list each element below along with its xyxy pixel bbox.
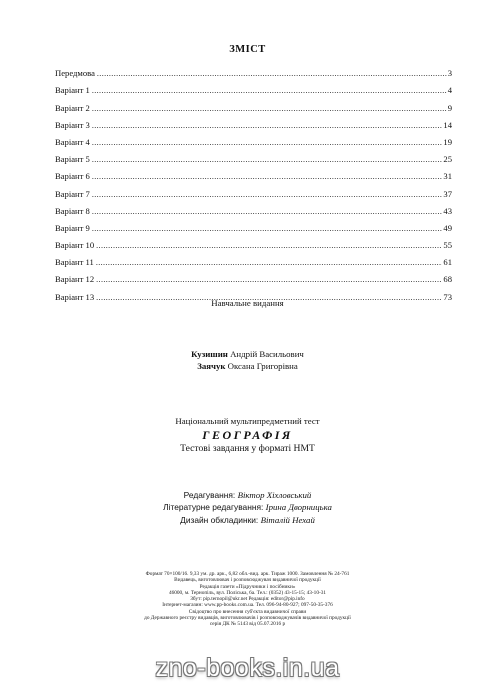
toc-entry [55,147,452,164]
toc-entry-page: 9 [447,102,452,113]
toc-leader-dots [92,138,443,147]
toc-entry-label: Варіант 11 [55,257,94,268]
imprint-line: до Державного реєстру видавців, виготовлювачів і розповсюджувачів видавничої продукції [144,615,351,622]
toc-leader-dots [92,172,443,181]
toc-leader-dots [92,121,443,130]
toc-entry [55,216,452,233]
imprint-line: серія ДК № 5143 від 05.07.2016 р [209,621,286,628]
toc-entry-page: 37 [443,188,452,199]
toc-entry [55,267,452,284]
toc-entry [55,78,452,95]
imprint-line: Інтернет-магазин: www.pp-books.com.ua. Тел. 096-94-80-927; 097-50-35-376 [162,602,333,609]
credits [0,489,495,526]
toc-leader-dots [96,241,442,250]
edition-type: Навчальне видання [211,298,284,308]
toc-entry [55,250,452,267]
toc-entry-label: Варіант 13 [55,291,95,302]
toc-entry-page: 4 [447,85,452,96]
toc-leader-dots [92,155,443,164]
imprint-line: Редакція газети «Підручники і посібники» [199,583,296,590]
toc-entry-page: 73 [443,291,452,302]
watermark: zno-books.in.ua [155,654,340,682]
credit-line [0,514,495,526]
toc-entry [55,130,452,147]
author-line [0,361,495,373]
toc-leader-dots [96,275,442,284]
toc-leader-dots [92,207,443,216]
toc-entry-page: 14 [443,119,452,130]
credit-role: Редагування: [183,490,236,500]
author-surname: Заячук [197,360,226,371]
test-subtitle: Тестові завдання у форматі НМТ [180,443,315,454]
toc-entry [55,95,452,112]
credit-line [0,501,495,513]
toc-entry-label: Варіант 5 [55,154,90,165]
toc-entry-label: Варіант 6 [55,171,90,182]
author-line [0,349,495,361]
toc-entry [55,113,452,130]
toc-entry-label: Варіант 3 [55,119,90,130]
toc-entry-label: Варіант 2 [55,102,90,113]
toc-entry-page: 3 [447,68,452,79]
toc-entry-label: Варіант 8 [55,205,90,216]
toc-entry-page: 55 [443,240,452,251]
toc-entry-page: 61 [443,257,452,268]
test-block [0,415,495,455]
toc-leader-dots [92,86,447,95]
imprint [0,571,495,628]
toc-entry [55,61,452,78]
toc-entry [55,164,452,181]
credit-name: Віталій Нехай [260,514,315,525]
toc-entry-label: Варіант 9 [55,222,90,233]
toc-entry-label: Передмова [55,68,95,79]
toc-entry [55,181,452,198]
credit-name: Ірина Дворницька [265,502,332,513]
toc-entry-page: 43 [443,205,452,216]
toc-entry [55,233,452,250]
toc-entry [55,199,452,216]
toc-entry-label: Варіант 1 [55,85,90,96]
author-given-names: Андрій Васильович [230,349,304,359]
credit-role: Літературне редагування: [163,502,264,513]
toc-leader-dots [92,104,447,113]
imprint-line: Свідоцтво про внесення суб'єкта видавничої справи [188,608,307,615]
subject-title: ГЕОГРАФІЯ [202,428,293,442]
table-of-contents [55,61,452,302]
credit-name: Віктор Хіхловський [237,490,312,500]
toc-leader-dots [97,69,447,78]
toc-entry-page: 25 [443,154,452,165]
toc-entry-label: Варіант 12 [55,274,95,285]
toc-leader-dots [96,258,443,267]
toc-entry-page: 68 [443,274,452,285]
imprint-line: Видавець, виготовлювач і розповсюджувач видавничої продукції [174,577,321,584]
credit-role: Дизайн обкладинки: [180,514,259,525]
toc-entry-label: Варіант 4 [55,136,90,147]
author-given-names: Оксана Григорівна [227,360,298,371]
toc-title: ЗМІСТ [229,44,266,55]
imprint-line: Збут: pip.ternopil@ukr.net Редакція: editor@pip.info [190,596,305,603]
test-name: Національний мультипредметний тест [175,416,320,426]
authors [0,349,495,372]
toc-entry-page: 49 [443,222,452,233]
author-surname: Кузишин [191,349,228,359]
toc-entry-label: Варіант 10 [55,240,95,251]
imprint-line: Формат 70×100/16. 9,33 ум. др. арк., 6,82 обл.-вид. арк. Тираж 1000. Замовлення № 24-761 [145,571,350,577]
toc-leader-dots [92,224,443,233]
toc-entry-label: Варіант 7 [55,188,90,199]
toc-leader-dots [92,190,443,199]
toc-entry-page: 19 [443,136,452,147]
credit-line [0,489,495,501]
imprint-line: 46000, м. Тернопіль, вул. Поліська, 6а. Тел.: (0352) 43-15-15; 43-10-31 [168,589,327,596]
toc-entry-page: 31 [443,171,452,182]
